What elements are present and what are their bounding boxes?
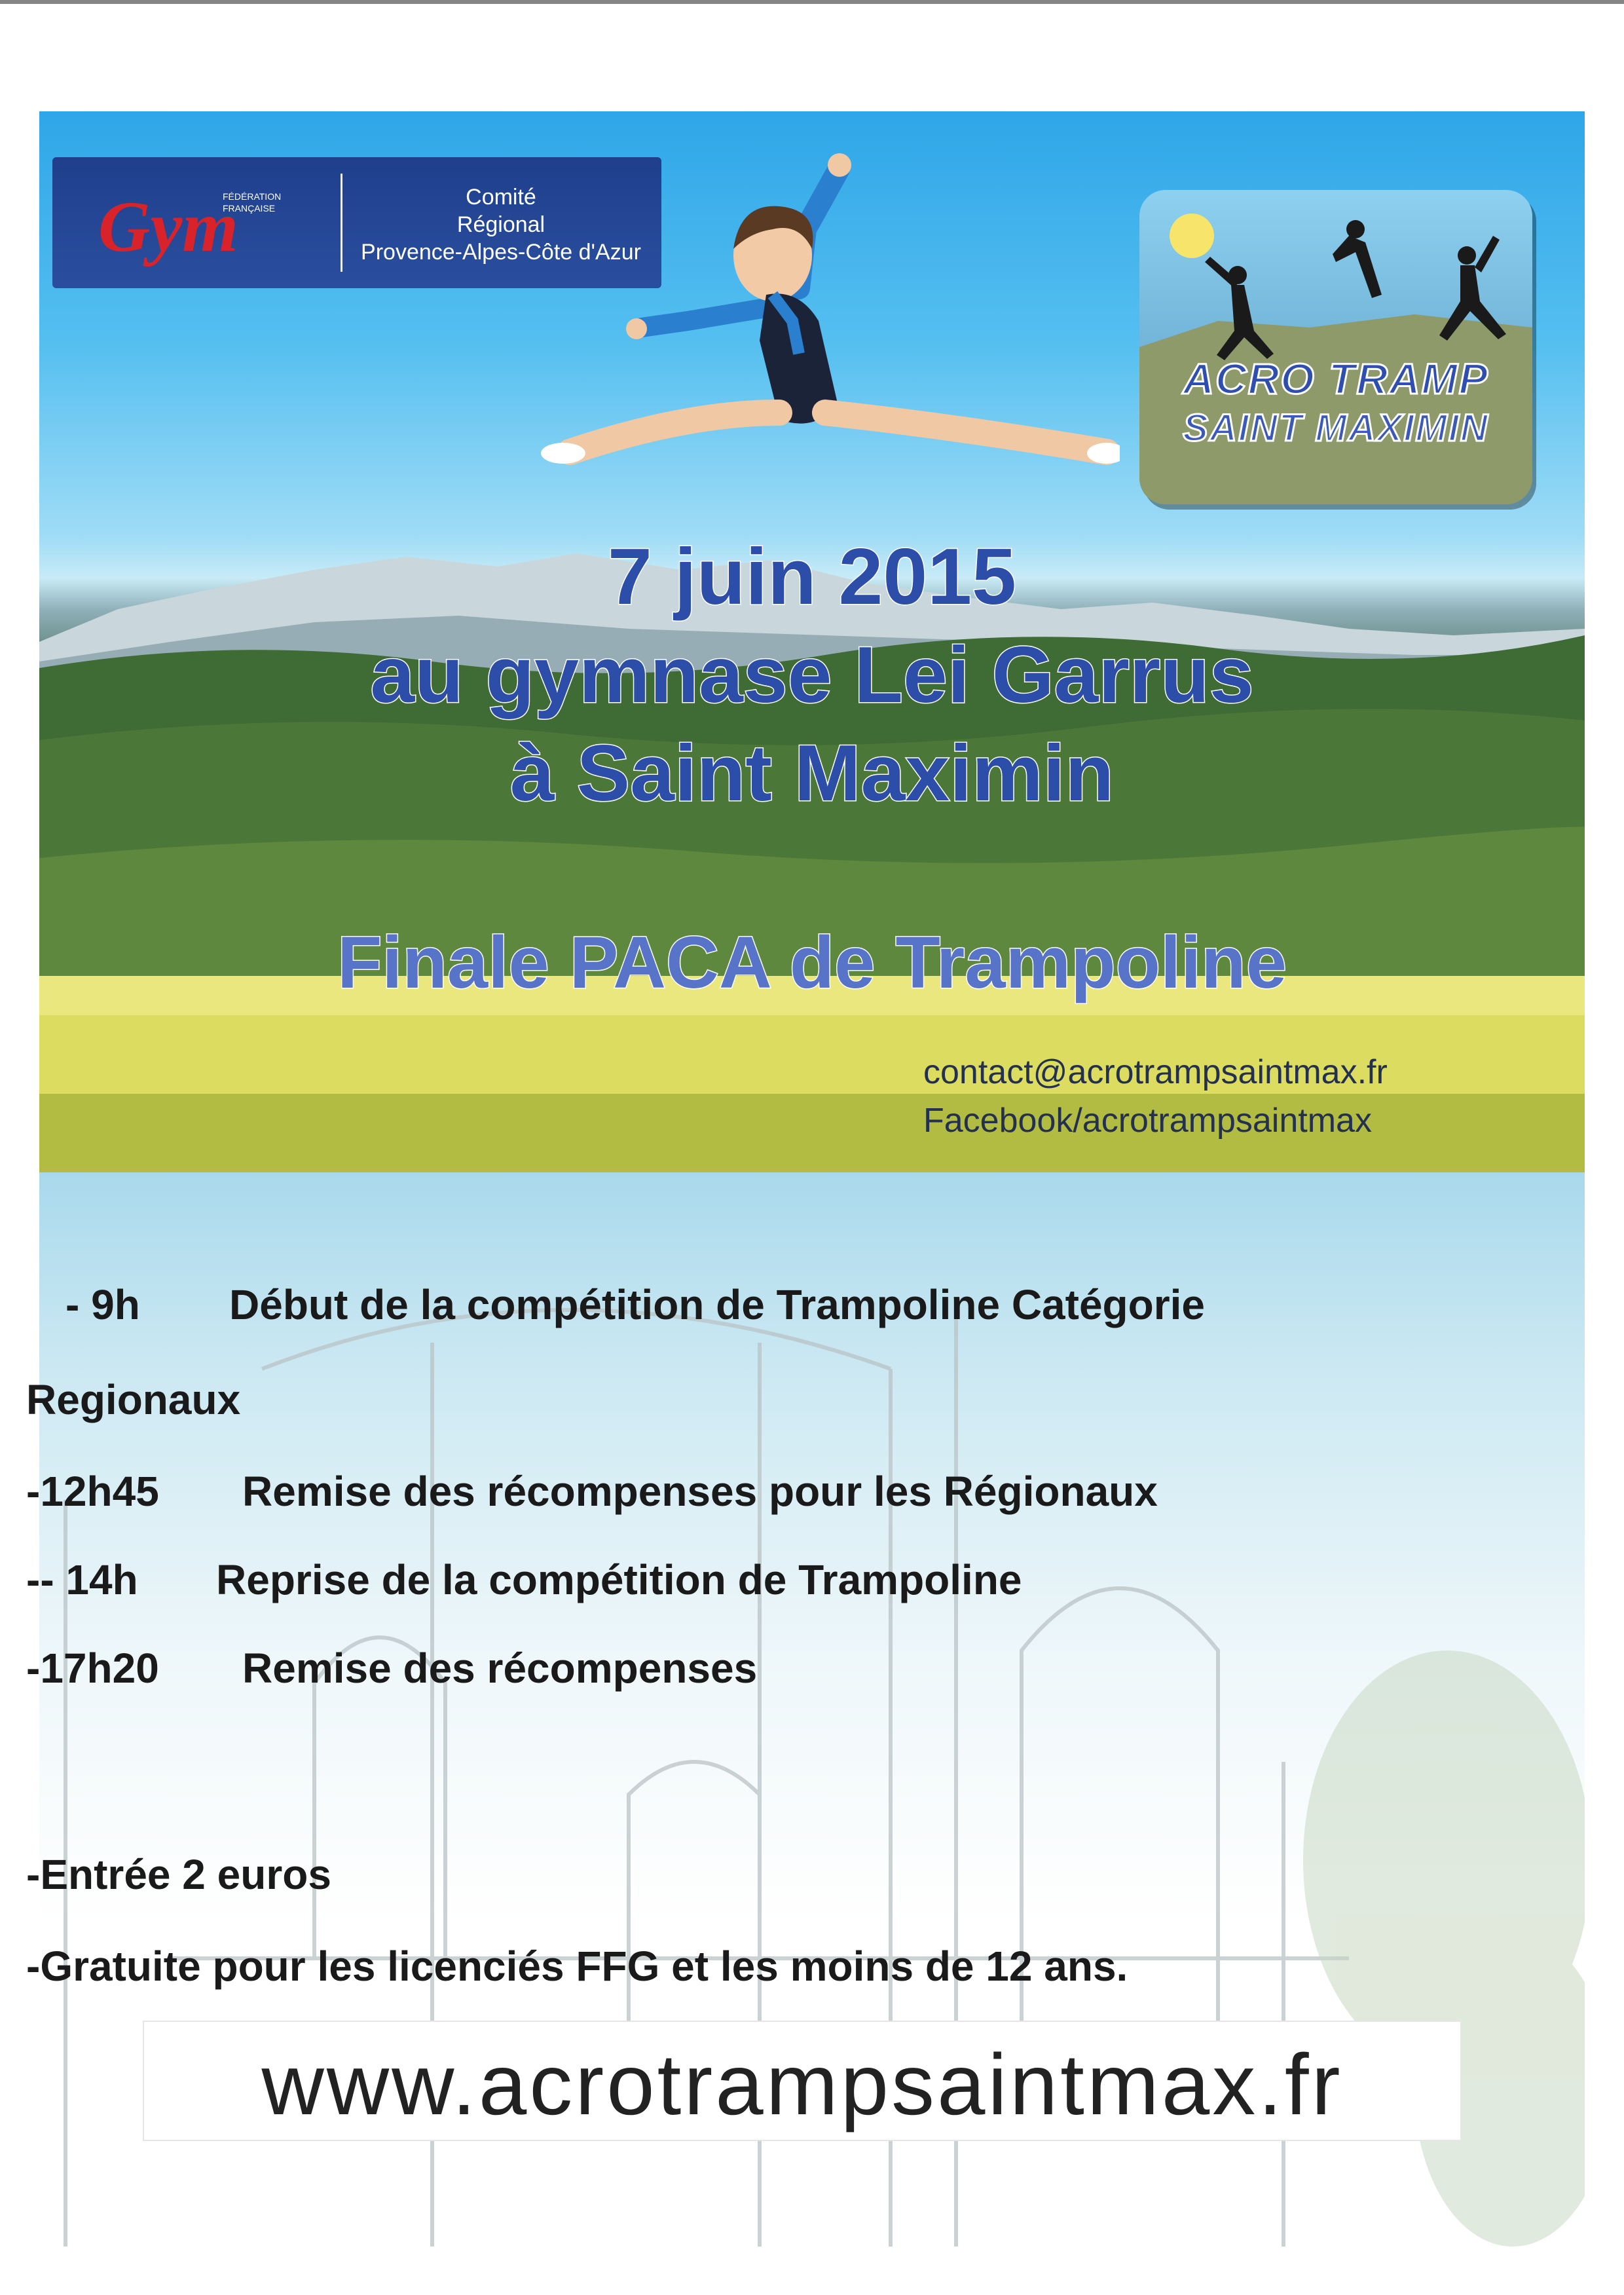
schedule-time: -12h45 <box>26 1468 159 1515</box>
website-banner <box>143 2021 1462 2141</box>
gymnast-split-leap-image <box>491 124 1120 491</box>
schedule-text: Remise des récompenses <box>242 1645 758 1692</box>
event-date: 7 juin 2015 <box>608 532 1016 621</box>
schedule-text: Regionaux <box>26 1376 241 1423</box>
acro-tramp-club-logo <box>1139 190 1532 504</box>
schedule-time: -- 14h <box>26 1556 138 1603</box>
svg-text:Gym: Gym <box>98 187 238 267</box>
schedule-item <box>26 1556 1022 1604</box>
svg-text:FRANÇAISE: FRANÇAISE <box>223 203 276 214</box>
schedule-item <box>26 1644 757 1692</box>
website-url: www.acrotrampsaintmax.fr <box>261 2036 1343 2133</box>
schedule-text: Remise des récompenses pour les Régionaux <box>242 1468 1158 1515</box>
contact-email: contact@acrotrampsaintmax.fr <box>923 1053 1388 1091</box>
schedule-item <box>26 1280 1205 1329</box>
schedule-text: Reprise de la compétition de Trampoline <box>216 1556 1022 1603</box>
committee-line-3: Provence-Alpes-Côte d'Azur <box>361 240 641 265</box>
schedule-item <box>26 1375 240 1424</box>
svg-text:FÉDÉRATION: FÉDÉRATION <box>223 191 282 202</box>
scan-edge <box>0 0 1624 4</box>
schedule-time: - 9h <box>65 1281 140 1328</box>
event-town: à Saint Maximin <box>509 728 1115 817</box>
committee-line-2: Régional <box>456 212 545 237</box>
club-logo-line-2: SAINT MAXIMIN <box>1183 407 1489 449</box>
poster-hero-image <box>39 111 1585 1172</box>
logo-divider <box>341 174 342 272</box>
admission-free-note: -Gratuite pour les licenciés FFG et les moins de 12 ans. <box>26 1943 1128 1990</box>
schedule-text: Début de la compétition de Trampoline Catégorie <box>229 1281 1205 1328</box>
gym-logo-icon <box>92 174 327 272</box>
schedule-time: -17h20 <box>26 1645 159 1692</box>
contact-info <box>923 1048 1585 1145</box>
schedule-item <box>26 1467 1158 1516</box>
committee-line-1: Comité <box>466 185 536 210</box>
acrobat-silhouettes-icon <box>1139 190 1532 504</box>
club-logo-line-1: ACRO TRAMP <box>1183 354 1489 403</box>
admission-price: -Entrée 2 euros <box>26 1851 331 1898</box>
contact-facebook: Facebook/acrotrampsaintmax <box>923 1102 1372 1140</box>
event-venue: au gymnase Lei Garrus <box>370 630 1254 719</box>
event-title: Finale PACA de Trampoline <box>337 922 1287 1003</box>
